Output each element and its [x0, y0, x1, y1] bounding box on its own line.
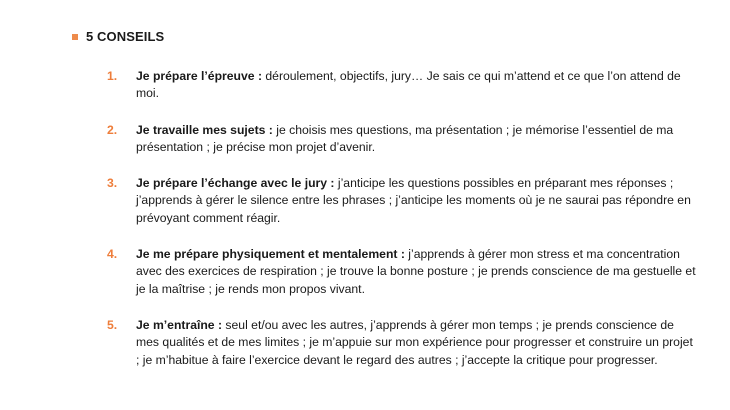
tip-number: 5. [107, 317, 118, 332]
tip-body [136, 317, 697, 369]
section-title: 5 CONSEILS [86, 29, 165, 44]
tips-list [107, 68, 697, 388]
section-header [72, 29, 164, 44]
tip-item [107, 122, 697, 157]
tip-title: Je m’entraîne : [136, 317, 223, 332]
tip-title: Je prépare l’échange avec le jury : [136, 176, 335, 191]
tip-item [107, 246, 697, 298]
tip-number: 4. [107, 247, 118, 262]
tip-number: 3. [107, 176, 118, 191]
tip-title: Je prépare l’épreuve : [136, 69, 262, 83]
tip-number: 1. [107, 69, 118, 83]
tip-text: j’anticipe les questions possibles en préparant mes réponses ; j’apprends à gérer le silence entre les phrases ; j’anticipe les moments où je ne saurai pas répondre en prévoyant comment réagir. [136, 176, 691, 225]
tip-text: j’apprends à gérer mon stress et ma concentration avec des exercices de respiration ; je trouve la bonne posture ; je prends conscience de ma gestuelle et je la maîtrise ; je rends mon propos vivant. [136, 247, 696, 296]
square-bullet-icon [72, 34, 78, 40]
tip-body [136, 246, 697, 298]
tip-text: je choisis mes questions, ma présentation ; je mémorise l’essentiel de ma présentation ; je précise mon projet d’avenir. [136, 122, 674, 154]
tip-body [136, 68, 697, 103]
tip-number: 2. [107, 122, 118, 137]
tip-title: Je travaille mes sujets : [136, 122, 273, 137]
tip-title: Je me prépare physiquement et mentalement : [136, 247, 405, 262]
tip-body [136, 175, 697, 227]
tip-item [107, 68, 697, 103]
tip-text: seul et/ou avec les autres, j’apprends à gérer mon temps ; je prends conscience de mes qualités et de mes limites ; je m’appuie sur mon expérience pour progresser et construire un projet ; je m’habitue à faire l’exercice devant le regard des autres ; j’accepte la critique pour progresser. [136, 317, 693, 367]
tip-item [107, 317, 697, 369]
tip-text: déroulement, objectifs, jury… Je sais ce qui m’attend et ce que l’on attend de moi. [136, 69, 681, 101]
tip-item [107, 175, 697, 227]
tip-body [136, 122, 697, 157]
